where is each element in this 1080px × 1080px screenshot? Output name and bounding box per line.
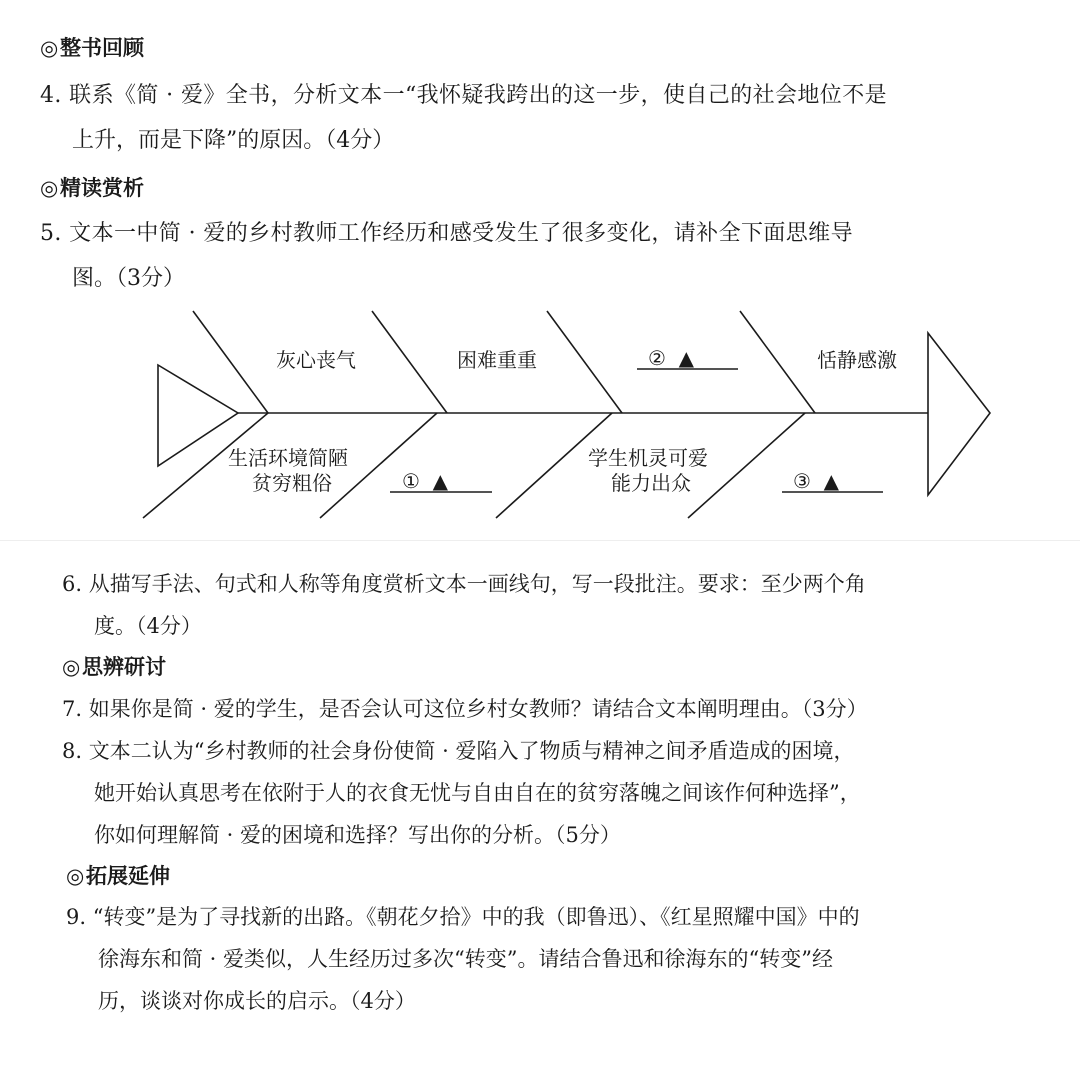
diagram-label-students-clever: 学生机灵可爱 <box>588 446 708 470</box>
fishbone-branch <box>193 311 268 413</box>
fishbone-tail-icon <box>158 365 238 466</box>
question-6-line-2: 度。（4分） <box>94 614 202 638</box>
question-7-line-1: 7. 如果你是简 · 爱的学生，是否会认可这位乡村女教师？请结合文本阐明理由。（3分） <box>62 697 868 721</box>
question-5-line-2: 图。（3分） <box>72 266 185 291</box>
question-9-line-2: 徐海东和简 · 爱类似，人生经历过多次“转变”。请结合鲁迅和徐海东的“转变”经 <box>98 947 833 971</box>
double-circle-bullet-icon: ◎ <box>40 36 59 60</box>
question-4-line-1: 4. 联系《简 · 爱》全书，分析文本一“我怀疑我跨出的这一步，使自己的社会地位不是 <box>40 83 888 108</box>
question-4-line-2: 上升，而是下降”的原因。（4分） <box>72 128 395 153</box>
question-9-line-3: 历，谈谈对你成长的启示。（4分） <box>98 989 416 1013</box>
section-title: 整书回顾 <box>60 36 144 60</box>
double-circle-bullet-icon: ◎ <box>40 176 59 200</box>
question-9-line-1: 9. “转变”是为了寻找新的出路。《朝花夕拾》中的我（即鲁迅）、《红星照耀中国》中的 <box>66 905 860 929</box>
diagram-blank-1: ① ▲ <box>402 469 449 493</box>
diagram-label-environment: 生活环境简陋 <box>228 446 348 470</box>
section-heading-debate <box>62 652 166 682</box>
question-8-line-1: 8. 文本二认为“乡村教师的社会身份使简 · 爱陷入了物质与精神之间矛盾造成的困境， <box>62 739 855 763</box>
diagram-label-poverty: 贫穷粗俗 <box>252 471 332 495</box>
diagram-blank-3: ③ ▲ <box>793 469 840 493</box>
section-heading-extension <box>66 861 170 891</box>
fishbone-branch <box>372 311 447 413</box>
double-circle-bullet-icon: ◎ <box>62 655 81 679</box>
section-title: 精读赏析 <box>60 176 144 200</box>
question-5-line-1: 5. 文本一中简 · 爱的乡村教师工作经历和感受发生了很多变化，请补全下面思维导 <box>40 221 853 246</box>
fishbone-branch <box>547 311 622 413</box>
section-title: 拓展延伸 <box>86 864 170 888</box>
diagram-label-calm-grateful: 恬静感激 <box>817 348 897 372</box>
diagram-label-discouraged: 灰心丧气 <box>276 348 356 372</box>
page-seam-divider <box>0 540 1080 541</box>
fishbone-branch <box>740 311 815 413</box>
question-6-line-1: 6. 从描写手法、句式和人称等角度赏析文本一画线句，写一段批注。要求：至少两个角 <box>62 572 866 596</box>
diagram-label-difficulties: 困难重重 <box>457 348 537 372</box>
fishbone-head-arrow-icon <box>928 333 990 495</box>
double-circle-bullet-icon: ◎ <box>66 864 85 888</box>
question-8-line-2: 她开始认真思考在依附于人的衣食无忧与自由自在的贫穷落魄之间该作何种选择”， <box>94 781 861 805</box>
diagram-blank-2: ② ▲ <box>648 346 695 370</box>
question-8-line-3: 你如何理解简 · 爱的困境和选择？写出你的分析。（5分） <box>94 823 621 847</box>
section-title: 思辨研讨 <box>82 655 166 679</box>
diagram-label-capable: 能力出众 <box>611 471 691 495</box>
